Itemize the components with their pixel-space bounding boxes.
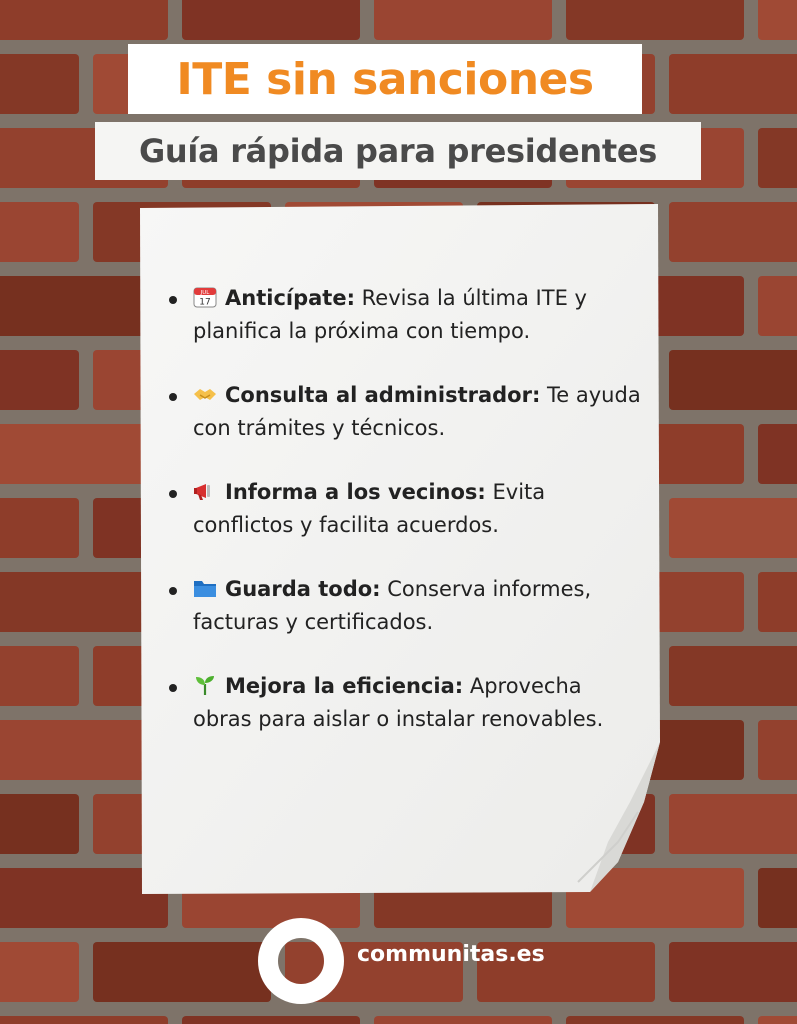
seedling-icon	[193, 673, 217, 695]
brick	[0, 942, 79, 1002]
bullet-point	[169, 587, 177, 595]
bullet-point	[169, 490, 177, 498]
svg-text:17: 17	[199, 297, 211, 308]
brick	[0, 646, 79, 706]
brick	[758, 720, 797, 780]
tip-text: Aprovecha obras para aislar o instalar renovables.	[193, 674, 604, 731]
brick	[182, 0, 360, 40]
brick	[0, 0, 168, 40]
brick	[758, 424, 797, 484]
brick	[758, 1016, 797, 1024]
brand-name: communitas.es	[357, 942, 545, 967]
brick	[0, 202, 79, 262]
tip-text: Te ayuda con trámites y técnicos.	[193, 383, 641, 440]
tip-heading: Consulta al administrador:	[225, 383, 541, 407]
tip-heading: Informa a los vecinos:	[225, 480, 486, 504]
tip-heading: Anticípate:	[225, 286, 355, 310]
svg-text:JUL: JUL	[200, 290, 210, 296]
tip-item	[165, 476, 645, 542]
brick	[669, 498, 797, 558]
tip-heading: Mejora la eficiencia:	[225, 674, 464, 698]
bullet-point	[169, 393, 177, 401]
brick	[758, 276, 797, 336]
tips-list	[165, 282, 645, 767]
communitas-logo	[258, 918, 344, 1004]
brick	[758, 0, 797, 40]
page-title: ITE sin sanciones	[176, 53, 594, 105]
brick	[758, 572, 797, 632]
tip-item	[165, 379, 645, 445]
brick	[0, 498, 79, 558]
bullet-point	[169, 684, 177, 692]
folder-icon	[193, 576, 217, 598]
brick	[374, 0, 552, 40]
tip-text: Evita conflictos y facilita acuerdos.	[193, 480, 546, 537]
brick	[566, 1016, 744, 1024]
brick	[669, 202, 797, 262]
brick	[0, 1016, 168, 1024]
megaphone-icon	[193, 479, 217, 501]
tip-item	[165, 670, 645, 736]
brick	[566, 0, 744, 40]
tip-text: Conserva informes, facturas y certificados.	[193, 577, 592, 634]
brick	[758, 868, 797, 928]
brick	[669, 794, 797, 854]
brick	[182, 1016, 360, 1024]
brick	[669, 646, 797, 706]
brick	[758, 128, 797, 188]
calendar-icon	[193, 285, 217, 307]
brick	[669, 350, 797, 410]
tip-text: Revisa la última ITE y planifica la próxima con tiempo.	[193, 286, 587, 343]
handshake-icon	[193, 382, 217, 404]
brick	[669, 942, 797, 1002]
page-subtitle: Guía rápida para presidentes	[138, 132, 658, 170]
brick	[374, 1016, 552, 1024]
subtitle-banner	[95, 122, 701, 180]
brick	[0, 794, 79, 854]
brick	[0, 350, 79, 410]
bullet-point	[169, 296, 177, 304]
brick	[669, 54, 797, 114]
tip-item	[165, 573, 645, 639]
title-banner	[128, 44, 642, 114]
brick	[0, 54, 79, 114]
tip-item	[165, 282, 645, 348]
brick	[93, 942, 271, 1002]
tip-heading: Guarda todo:	[225, 577, 381, 601]
